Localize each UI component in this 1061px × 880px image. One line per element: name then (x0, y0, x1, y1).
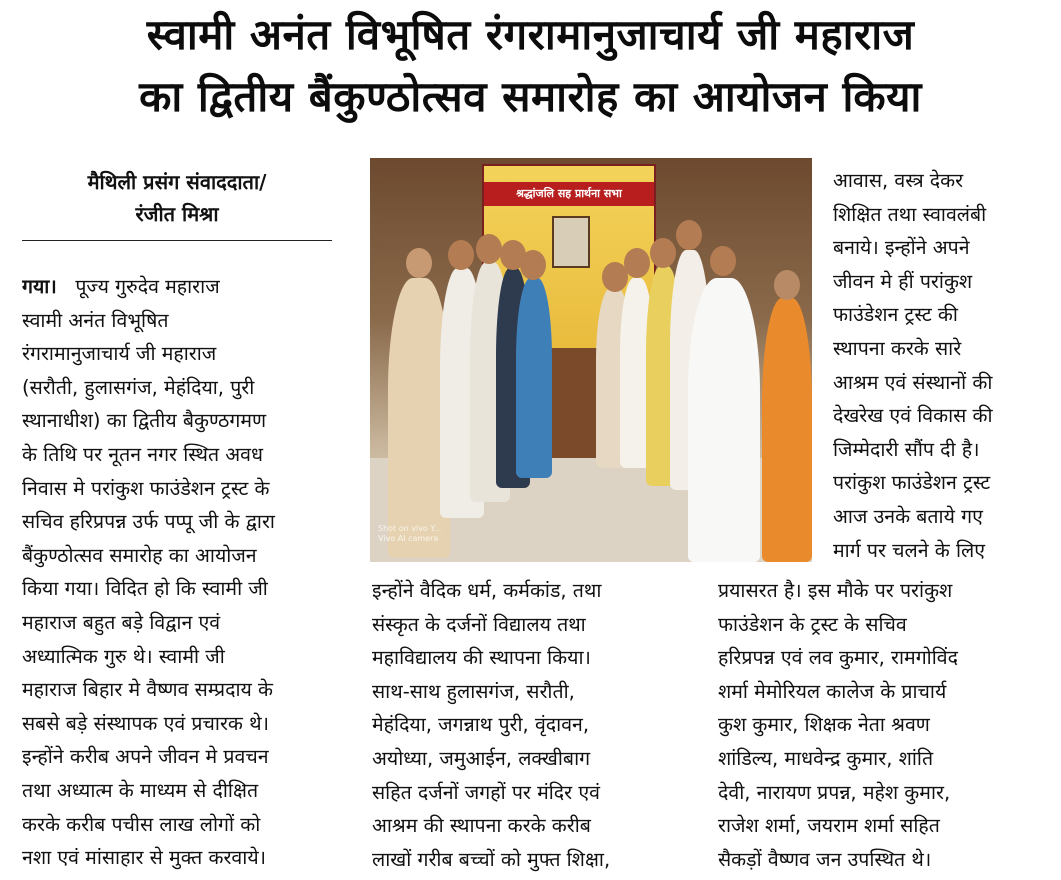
article-line: स्वामी अनंत विभूषित (22, 308, 169, 332)
article-column-2 (372, 574, 688, 876)
article-column-3-top (833, 164, 1043, 567)
article-line: जीवन मे हीं परांकुश (833, 269, 973, 293)
article-line: कुश कुमार, शिक्षक नेता श्रवण (718, 713, 930, 737)
byline-reporter: मैथिली प्रसंग संवाददाता/ (87, 170, 267, 194)
headline-line-1: स्वामी अनंत विभूषित रंगरामानुजाचार्य जी महाराज (146, 10, 915, 59)
article-line: शांडिल्य, माधवेन्द्र कुमार, शांति (718, 746, 934, 770)
article-line: आवास, वस्त्र देकर (833, 169, 964, 192)
article-line: आश्रम की स्थापना करके करीब (372, 814, 591, 838)
article-line: नशा एवं मांसाहार से मुक्त करवाये। (22, 846, 267, 870)
attendee-head (520, 250, 546, 280)
article-line: अयोध्या, जमुआईन, लक्खीबाग (372, 746, 591, 770)
dateline: गया। (22, 275, 57, 298)
article-line: तथा अध्यात्म के माध्यम से दीक्षित (22, 778, 259, 802)
article-line: परांकुश फाउंडेशन ट्रस्ट (833, 471, 991, 495)
attendee-figure (516, 278, 552, 478)
watermark-line-1: Shot on vivo Y... (378, 524, 442, 533)
byline-author: रंजीत मिश्रा (135, 202, 219, 226)
article-line: लाखों गरीब बच्चों को मुफ्त शिक्षा, (372, 847, 611, 871)
byline (22, 166, 332, 230)
article-line: शर्मा मेमोरियल कालेज के प्राचार्य (718, 679, 947, 703)
article-line: प्रयासरत है। इस मौके पर परांकुश (718, 579, 953, 602)
attendee-head (448, 240, 474, 270)
article-line: महाविद्यालय की स्थापना किया। (372, 646, 591, 670)
article-line: करके करीब पचीस लाख लोगों को (22, 812, 261, 836)
article-line: निवास मे परांकुश फाउंडेशन ट्रस्ट के (22, 476, 270, 500)
article-column-1 (22, 270, 336, 875)
watermark-line-2: Vivo AI camera (378, 534, 439, 543)
attendee-head (774, 270, 800, 300)
article-line: स्थापना करके सारे (833, 336, 962, 360)
article-line: मार्ग पर चलने के लिए (833, 538, 985, 562)
article-line: फाउंडेशन के ट्रस्ट के सचिव (718, 612, 907, 636)
article-line: रंगरामानुजाचार्य जी महाराज (22, 342, 217, 366)
article-line: किया गया। विदित हो कि स्वामी जी (22, 577, 268, 601)
byline-divider (22, 240, 332, 241)
guru-portrait (552, 216, 590, 268)
article-line: बैंकुण्ठोत्सव समारोह का आयोजन (22, 543, 257, 567)
article-line: फाउंडेशन ट्रस्ट की (833, 303, 958, 327)
attendee-head (476, 234, 502, 264)
attendee-head (650, 238, 676, 268)
attendee-head (406, 248, 432, 278)
article-line: महाराज बिहार मे वैष्णव सम्प्रदाय के (22, 678, 274, 702)
article-line-text: पूज्य गुरुदेव महाराज (75, 275, 220, 298)
attendee-head (710, 246, 736, 276)
article-line: मेहंदिया, जगन्नाथ पुरी, वृंदावन, (372, 713, 590, 737)
article-line: बनाये। इन्होंने अपने (833, 236, 970, 260)
article-line: सैकड़ों वैष्णव जन उपस्थित थे। (718, 847, 932, 871)
article-line (22, 270, 336, 304)
article-column-3-bottom (718, 574, 1044, 876)
article-line: देखरेख एवं विकास की (833, 404, 993, 428)
article-line: संस्कृत के दर्जनों विद्यालय तथा (372, 612, 586, 636)
article-line: आश्रम एवं संस्थानों की (833, 370, 993, 394)
article-line: सहित दर्जनों जगहों पर मंदिर एवं (372, 780, 600, 804)
article-line: जिम्मेदारी सौंप दी है। (833, 437, 980, 461)
attendee-figure (688, 278, 760, 562)
article-line: सचिव हरिप्रपन्न उर्फ पप्पू जी के द्वारा (22, 510, 275, 534)
article-line: देवी, नारायण प्रपन्न, महेश कुमार, (718, 780, 951, 804)
camera-watermark (378, 524, 441, 544)
attendee-figure (762, 298, 812, 562)
banner-title: श्रद्धांजलि सह प्रार्थना सभा (516, 187, 622, 200)
attendee-head (676, 220, 702, 250)
headline (0, 4, 1061, 128)
article-line: आज उनके बताये गए (833, 504, 983, 528)
article-line: (सरौती, हुलासगंज, मेहंदिया, पुरी (22, 375, 255, 399)
article-line: सबसे बड़े संस्थापक एवं प्रचारक थे। (22, 711, 269, 735)
article-line: के तिथि पर नूतन नगर स्थित अवध (22, 442, 263, 466)
article-line: अध्यात्मिक गुरु थे। स्वामी जी (22, 644, 225, 668)
article-line: साथ-साथ हुलासगंज, सरौती, (372, 679, 575, 703)
article-line: स्थानाधीश) का द्वितीय बैकुण्ठगमण (22, 409, 267, 433)
article-line: राजेश शर्मा, जयराम शर्मा सहित (718, 814, 940, 838)
attendee-head (624, 248, 650, 278)
article-line: हरिप्रपन्न एवं लव कुमार, रामगोविंद (718, 646, 958, 670)
article-line: इन्होंने करीब अपने जीवन मे प्रवचन (22, 745, 269, 769)
article-line: महाराज बहुत बड़े विद्वान एवं (22, 610, 221, 634)
article-line: शिक्षित तथा स्वावलंबी (833, 202, 987, 226)
headline-line-2: का द्वितीय बैंकुण्ठोत्सव समारोह का आयोजन किया (139, 72, 922, 121)
event-photo (370, 158, 812, 562)
article-line: इन्होंने वैदिक धर्म, कर्मकांड, तथा (372, 579, 602, 602)
